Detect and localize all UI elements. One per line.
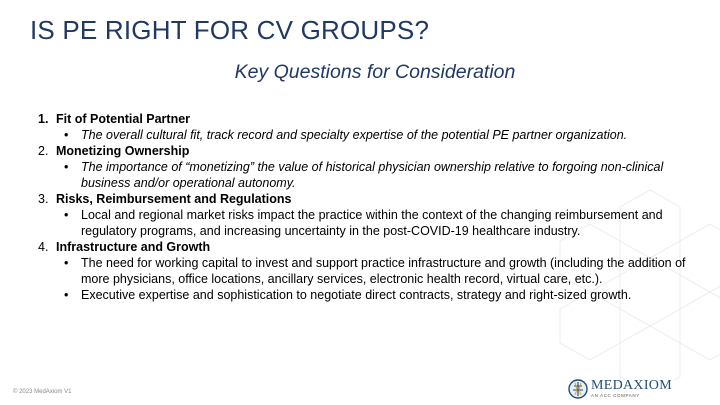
copyright-footer: © 2023 MedAxiom V1 [13, 389, 72, 395]
question-item [38, 191, 686, 207]
point-text: Executive expertise and sophistication to negotiate direct contracts, strategy and right-sized growth. [81, 288, 632, 302]
question-point [38, 287, 686, 303]
bullet-icon: • [64, 128, 69, 142]
question-point [38, 127, 686, 143]
questions-list [38, 111, 686, 303]
globe-icon [568, 379, 588, 399]
question-title: Monetizing Ownership [56, 144, 190, 158]
bullet-icon: • [64, 160, 69, 174]
slide-title: IS PE RIGHT FOR CV GROUPS? [30, 15, 430, 45]
question-item [38, 143, 686, 159]
logo-name: MEDAXIOM [591, 378, 672, 393]
question-number: 1. [38, 112, 49, 126]
bullet-icon: • [64, 208, 69, 222]
question-item [38, 111, 686, 127]
point-text: The overall cultural fit, track record and specialty expertise of the potential PE partner organization. [81, 128, 628, 142]
question-item [38, 239, 686, 255]
question-point [38, 159, 686, 191]
question-number: 2. [38, 144, 49, 158]
question-number: 3. [38, 192, 49, 206]
bullet-icon: • [64, 256, 69, 270]
question-title: Risks, Reimbursement and Regulations [56, 192, 292, 206]
point-text: The importance of “monetizing” the value of historical physician ownership relative to forgoing non-clinical business and/or operational autonomy. [81, 160, 664, 190]
point-text: The need for working capital to invest and support practice infrastructure and growth (including the addition of more physicians, office locations, ancillary services, electronic health record, virtual care, etc.). [81, 256, 686, 286]
question-point [38, 255, 686, 287]
question-title: Infrastructure and Growth [56, 240, 211, 254]
question-number: 4. [38, 240, 49, 254]
medaxiom-logo [568, 378, 672, 400]
question-point [38, 207, 686, 239]
slide-subtitle: Key Questions for Consideration [234, 61, 516, 83]
point-text: Local and regional market risks impact the practice within the context of the changing reimbursement and regulatory programs, and increasing uncertainty in the post-COVID-19 healthcare industry. [81, 208, 663, 238]
question-title: Fit of Potential Partner [56, 112, 191, 126]
logo-tagline: AN ACC COMPANY [591, 393, 640, 398]
bullet-icon: • [64, 288, 69, 302]
